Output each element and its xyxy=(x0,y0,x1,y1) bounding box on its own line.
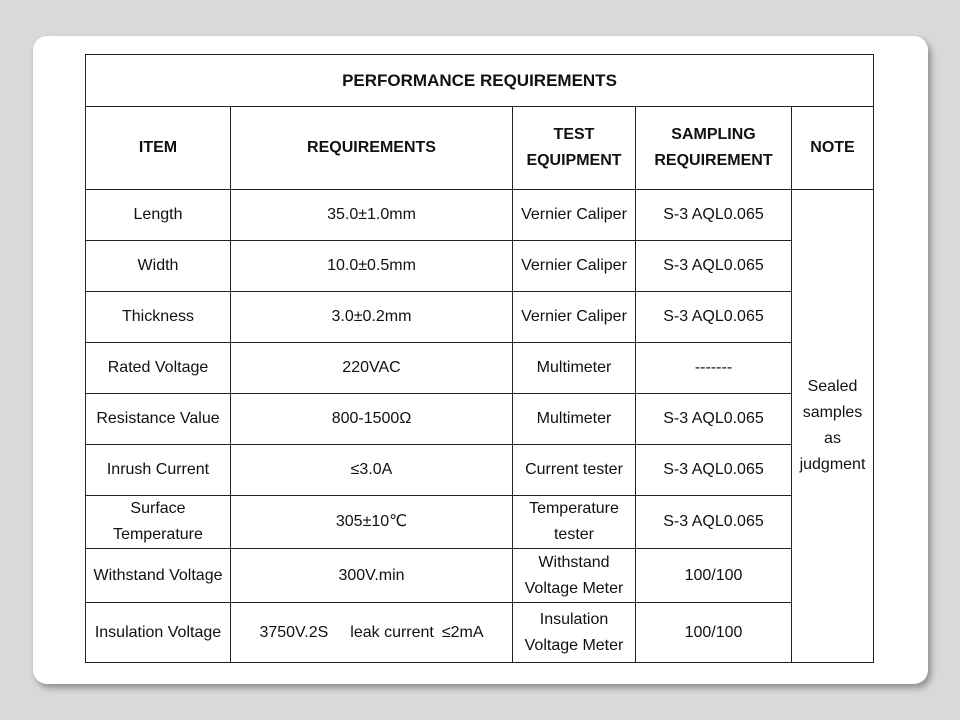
sampling-cell: ------- xyxy=(636,343,792,394)
requirement-cell: 10.0±0.5mm xyxy=(231,241,513,292)
note-line2: samples xyxy=(802,404,863,421)
table-row xyxy=(86,292,874,343)
item-cell: Thickness xyxy=(86,292,231,343)
sampling-cell: 100/100 xyxy=(636,549,792,603)
equipment-line2: Voltage Meter xyxy=(524,636,624,654)
table-row xyxy=(86,445,874,496)
header-test-equipment-line2: EQUIPMENT xyxy=(526,152,622,169)
item-cell xyxy=(86,496,231,549)
item-cell: Width xyxy=(86,241,231,292)
requirement-cell: 3.0±0.2mm xyxy=(231,292,513,343)
table-title: PERFORMANCE REQUIREMENTS xyxy=(86,55,874,107)
requirement-cell: ≤3.0A xyxy=(231,445,513,496)
equipment-cell: Current tester xyxy=(513,445,636,496)
equipment-line2: tester xyxy=(553,526,594,543)
item-cell: Insulation Voltage xyxy=(86,603,231,663)
requirement-cell: 305±10℃ xyxy=(231,496,513,549)
header-item: ITEM xyxy=(86,107,231,190)
table-row xyxy=(86,241,874,292)
item-line1: Surface xyxy=(130,500,186,517)
sampling-cell: S-3 AQL0.065 xyxy=(636,292,792,343)
item-cell: Resistance Value xyxy=(86,394,231,445)
item-line2: Temperature xyxy=(113,526,203,543)
sampling-cell: S-3 AQL0.065 xyxy=(636,394,792,445)
item-cell: Withstand Voltage xyxy=(86,549,231,603)
table-row xyxy=(86,394,874,445)
table-row xyxy=(86,603,874,663)
sampling-cell: S-3 AQL0.065 xyxy=(636,190,792,241)
equipment-cell xyxy=(513,496,636,549)
table-row xyxy=(86,190,874,241)
note-line3: as xyxy=(824,430,841,447)
header-test-equipment-line1: TEST xyxy=(553,126,595,143)
sampling-cell: S-3 AQL0.065 xyxy=(636,496,792,549)
header-sampling-line1: SAMPLING xyxy=(671,126,756,143)
requirement-part-c: ≤2mA xyxy=(441,623,484,641)
sampling-cell: S-3 AQL0.065 xyxy=(636,241,792,292)
requirement-cell: 35.0±1.0mm xyxy=(231,190,513,241)
header-sampling-line2: REQUIREMENT xyxy=(654,152,773,169)
header-test-equipment xyxy=(513,107,636,190)
header-note: NOTE xyxy=(792,107,874,190)
item-cell: Rated Voltage xyxy=(86,343,231,394)
equipment-cell xyxy=(513,603,636,663)
equipment-cell: Vernier Caliper xyxy=(513,241,636,292)
sampling-cell: S-3 AQL0.065 xyxy=(636,445,792,496)
requirement-part-a: 3750V.2S xyxy=(259,623,329,641)
equipment-cell: Multimeter xyxy=(513,343,636,394)
equipment-line1: Insulation xyxy=(539,610,609,628)
note-line1: Sealed xyxy=(807,378,858,395)
header-requirements: REQUIREMENTS xyxy=(231,107,513,190)
note-line4: judgment xyxy=(799,456,866,473)
table-row xyxy=(86,343,874,394)
title-row xyxy=(86,55,874,107)
note-cell xyxy=(792,190,874,663)
performance-requirements-table xyxy=(85,54,874,663)
equipment-cell: Multimeter xyxy=(513,394,636,445)
equipment-cell xyxy=(513,549,636,603)
table-row xyxy=(86,496,874,549)
item-cell: Length xyxy=(86,190,231,241)
item-cell: Inrush Current xyxy=(86,445,231,496)
requirement-cell: 220VAC xyxy=(231,343,513,394)
requirement-cell xyxy=(231,603,513,663)
header-row xyxy=(86,107,874,190)
equipment-cell: Vernier Caliper xyxy=(513,190,636,241)
table-row xyxy=(86,549,874,603)
requirement-part-b: leak current xyxy=(350,623,434,641)
requirement-cell: 800-1500Ω xyxy=(231,394,513,445)
header-sampling-requirement xyxy=(636,107,792,190)
sampling-cell: 100/100 xyxy=(636,603,792,663)
equipment-cell: Vernier Caliper xyxy=(513,292,636,343)
equipment-line1: Withstand xyxy=(538,553,610,571)
requirement-cell: 300V.min xyxy=(231,549,513,603)
equipment-line2: Voltage Meter xyxy=(524,579,624,597)
equipment-line1: Temperature xyxy=(529,500,619,517)
